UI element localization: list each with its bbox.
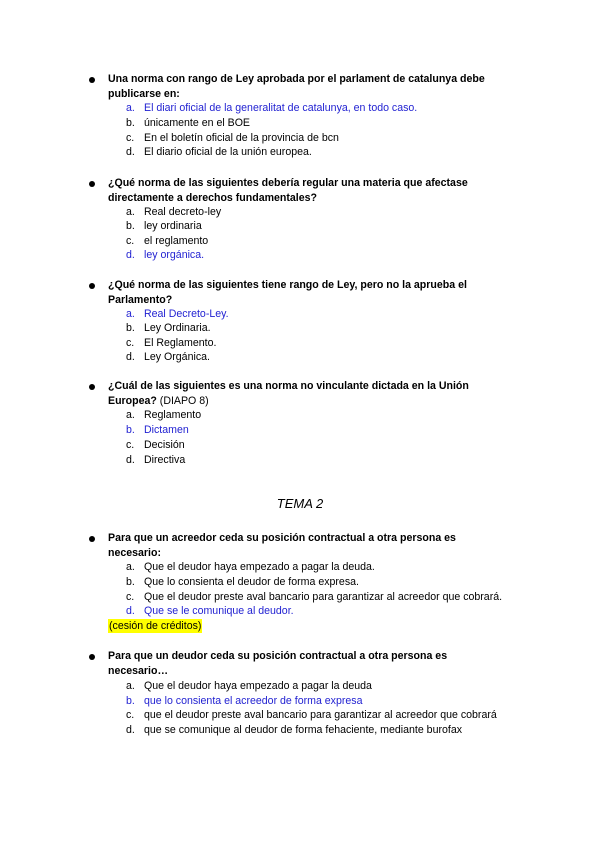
question-2: ¿Qué norma de las siguientes debería regular una materia que afectase directamente a derechos fundamentales?	[108, 177, 468, 204]
option: Ley Orgánica.	[144, 351, 210, 363]
option: Que el deudor haya empezado a pagar la deuda	[144, 680, 372, 692]
option-letter: a.	[126, 308, 135, 320]
option-letter: c.	[126, 337, 135, 349]
bullet-icon	[89, 384, 95, 390]
option-letter: b.	[126, 117, 135, 129]
option: En el boletín oficial de la provincia de bcn	[144, 132, 339, 144]
option-letter: d.	[126, 454, 135, 466]
option-letter: a.	[126, 680, 135, 692]
option-correct: Dictamen	[144, 424, 189, 436]
option-letter: c.	[126, 132, 135, 144]
bullet-icon	[89, 77, 95, 83]
option: Que el deudor preste aval bancario para garantizar al acreedor que cobrará.	[144, 591, 503, 603]
option: que el deudor preste aval bancario para garantizar al acreedor que cobrará	[144, 709, 497, 721]
option: El Reglamento.	[144, 337, 217, 349]
option-letter: d.	[126, 351, 135, 363]
option-letter: d.	[126, 249, 135, 261]
option-letter: b.	[126, 220, 135, 232]
question-4	[108, 379, 508, 408]
option: que se comunique al deudor de forma fehaciente, mediante burofax	[144, 724, 463, 736]
option-letter: a.	[126, 561, 135, 573]
option: Directiva	[144, 454, 186, 466]
option-letter: c.	[126, 235, 135, 247]
option-correct: El diari oficial de la generalitat de catalunya, en todo caso.	[144, 102, 418, 114]
question-4-suffix: (DIAPO 8)	[156, 394, 209, 407]
option-letter: b.	[126, 322, 135, 334]
option: el reglamento	[144, 235, 209, 247]
question-4-text: ¿Cuál de las siguientes es una norma no vinculante dictada en la Unión Europea?	[108, 380, 469, 407]
option-letter: c.	[126, 591, 135, 603]
option-letter: d.	[126, 724, 135, 736]
option-correct: Que se le comunique al deudor.	[144, 605, 294, 617]
option-letter: d.	[126, 605, 135, 617]
option-letter: b.	[126, 424, 135, 436]
question-6: Para que un deudor ceda su posición contractual a otra persona es necesario…	[108, 650, 448, 677]
option-correct: Real Decreto-Ley.	[144, 308, 229, 320]
question-1: Una norma con rango de Ley aprobada por el parlament de catalunya debe publicarse en:	[108, 73, 485, 100]
bullet-icon	[89, 654, 95, 660]
bullet-icon	[89, 536, 95, 542]
option: Ley Ordinaria.	[144, 322, 211, 334]
bullet-icon	[89, 181, 95, 187]
option-correct: ley orgánica.	[144, 249, 205, 261]
option-letter: d.	[126, 146, 135, 158]
section-heading: TEMA 2	[276, 496, 324, 511]
option: Real decreto-ley	[144, 206, 222, 218]
option-letter: b.	[126, 695, 135, 707]
option: Que lo consienta el deudor de forma expresa.	[144, 576, 359, 588]
option-letter: c.	[126, 439, 135, 451]
option-letter: a.	[126, 102, 135, 114]
option: Reglamento	[144, 409, 202, 421]
question-5: Para que un acreedor ceda su posición contractual a otra persona es necesario:	[108, 532, 456, 559]
option-letter: c.	[126, 709, 135, 721]
bullet-icon	[89, 283, 95, 289]
question-3: ¿Qué norma de las siguientes tiene rango de Ley, pero no la aprueba el Parlamento?	[108, 279, 467, 306]
option: ley ordinaria	[144, 220, 202, 232]
option-letter: a.	[126, 206, 135, 218]
option: Que el deudor haya empezado a pagar la deuda.	[144, 561, 375, 573]
option: Decisión	[144, 439, 185, 451]
option-letter: b.	[126, 576, 135, 588]
highlighted-note: (cesión de créditos)	[109, 620, 202, 632]
option: El diario oficial de la unión europea.	[144, 146, 312, 158]
option-letter: a.	[126, 409, 135, 421]
option: únicamente en el BOE	[144, 117, 250, 129]
option-correct: que lo consienta el acreedor de forma expresa	[144, 695, 363, 707]
